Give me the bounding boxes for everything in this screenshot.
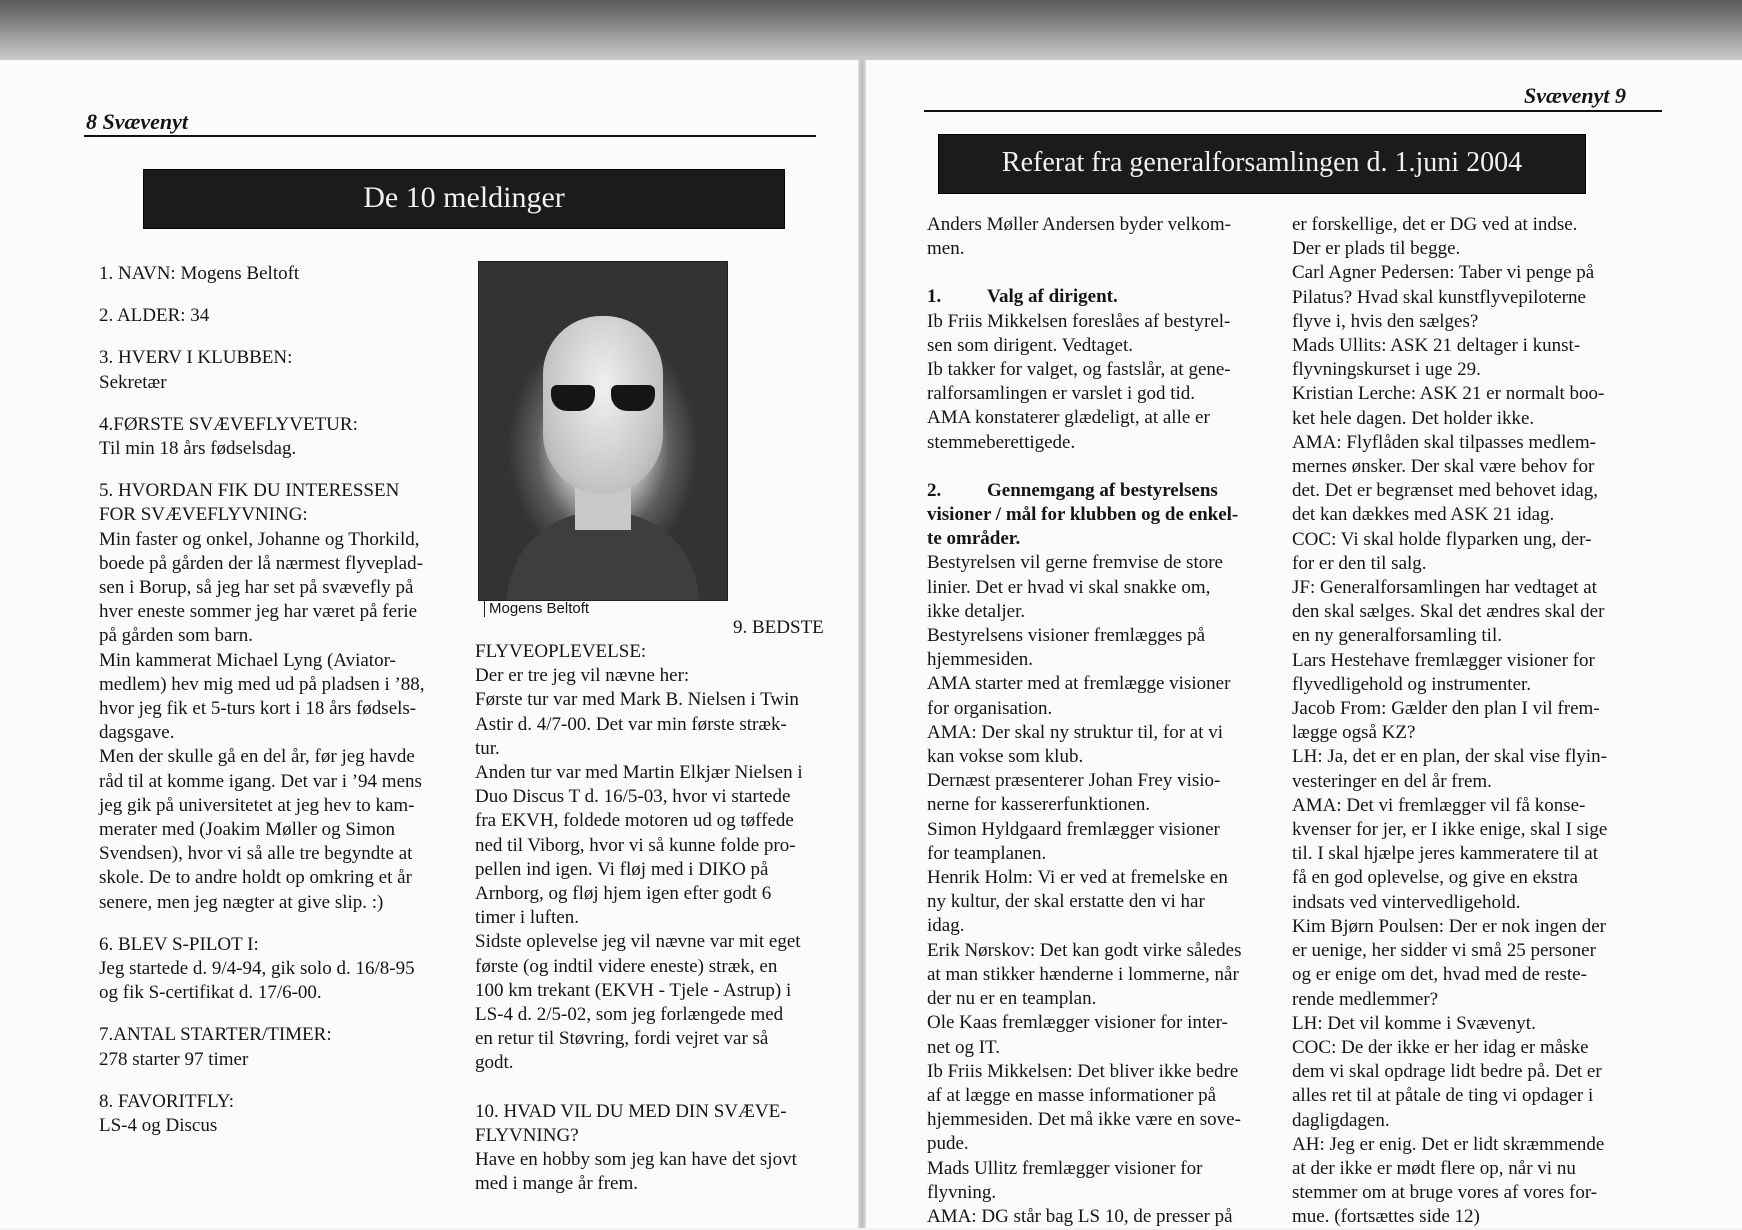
line-text: for teamplanen. xyxy=(927,842,1047,864)
text-line xyxy=(1292,431,1662,455)
text-line xyxy=(475,1027,845,1051)
text-line xyxy=(927,914,1279,938)
line-text: 100 km trekant (EKVH - Tjele - Astrup) i xyxy=(475,979,792,1001)
line-text: pellen ind igen. Vi fløj med i DIKO på xyxy=(475,858,769,880)
text-line xyxy=(1292,237,1662,261)
text-line xyxy=(927,818,1279,842)
text-line xyxy=(927,1132,1279,1156)
text-line xyxy=(1292,1133,1662,1157)
line-text: den skal sælges. Skal det ændres skal der xyxy=(1292,601,1605,623)
text-line xyxy=(927,793,1279,817)
line-text: 6. BLEV S-PILOT I: xyxy=(99,933,259,955)
text-line xyxy=(927,963,1279,987)
line-text: LH: Det vil komme i Svævenyt. xyxy=(1292,1012,1536,1034)
text-line xyxy=(1292,455,1662,479)
text-line xyxy=(99,1023,469,1047)
text-line xyxy=(927,406,1279,430)
line-text: Bestyrelsens visioner fremlægges på xyxy=(927,625,1206,647)
line-text: en retur til Støvring, fordi vejret var så xyxy=(475,1028,769,1050)
line-text: 5. HVORDAN FIK DU INTERESSEN xyxy=(99,480,400,502)
line-text: stemmeberettigede. xyxy=(927,431,1076,453)
text-line xyxy=(1292,503,1662,527)
text-line xyxy=(1292,552,1662,576)
text-line xyxy=(1292,1060,1662,1084)
line-text: at der ikke er mødt flere op, når vi nu xyxy=(1292,1157,1576,1179)
text-line xyxy=(475,1172,845,1196)
text-line xyxy=(99,262,469,286)
text-line xyxy=(475,640,845,664)
line-text: Astir d. 4/7-00. Det var min første stræk- xyxy=(475,713,787,735)
line-text: råd til at komme igang. Det var i ’94 mens xyxy=(99,770,422,792)
line-text: Jacob From: Gælder den plan I vil frem- xyxy=(1292,698,1600,720)
line-text: det. Det er begrænset med behovet idag, xyxy=(1292,480,1599,502)
text-line xyxy=(1292,988,1662,1012)
text-line xyxy=(475,1100,845,1124)
right-column-2 xyxy=(1292,213,1662,1230)
text-line xyxy=(927,890,1279,914)
text-line xyxy=(99,528,469,552)
line-text: for organisation. xyxy=(927,697,1053,719)
line-text: ikke detaljer. xyxy=(927,600,1026,622)
line-text: FOR SVÆVEFLYVNING: xyxy=(99,504,308,526)
text-line xyxy=(475,1051,845,1075)
text-line xyxy=(1292,673,1662,697)
text-line xyxy=(1292,842,1662,866)
line-text: ned til Viborg, hvor vi så kunne folde pro- xyxy=(475,834,796,856)
text-line xyxy=(1292,407,1662,431)
text-line xyxy=(927,1108,1279,1132)
line-text: godt. xyxy=(475,1052,514,1074)
line-text: Første tur var med Mark B. Nielsen i Twin xyxy=(475,689,799,711)
line-text: Have en hobby som jeg kan have det sjovt xyxy=(475,1149,797,1171)
left-header-rule xyxy=(84,135,816,137)
left-column-2 xyxy=(475,640,845,1196)
text-line xyxy=(1292,818,1662,842)
text-line xyxy=(99,304,469,328)
line-text: 8. FAVORITFLY: xyxy=(99,1090,235,1112)
line-text: hjemmesiden. Det må ikke være en sove- xyxy=(927,1109,1241,1131)
line-text: Sidste oplevelse jeg vil nævne var mit eget xyxy=(475,931,801,953)
line-text: 2. ALDER: 34 xyxy=(99,305,210,327)
text-line xyxy=(927,1060,1279,1084)
text-line xyxy=(99,981,469,1005)
line-text: Anders Møller Andersen byder velkom- xyxy=(927,214,1231,235)
text-line xyxy=(927,600,1279,624)
text-line xyxy=(475,809,845,833)
text-line xyxy=(1292,213,1662,237)
text-line xyxy=(927,358,1279,382)
text-line xyxy=(927,1084,1279,1108)
line-text: dagsgave. xyxy=(99,722,175,744)
right-column-1 xyxy=(927,213,1279,1229)
line-text: få en god oplevelse, og give en ekstra xyxy=(1292,867,1578,889)
line-text: Anden tur var med Martin Elkjær Nielsen i xyxy=(475,762,803,784)
line-text: Ib Friis Mikkelsen foreslåes af bestyrel- xyxy=(927,310,1231,332)
text-line xyxy=(927,1011,1279,1035)
line-text: LH: Ja, det er en plan, der skal vise flyin- xyxy=(1292,746,1607,768)
text-line xyxy=(927,769,1279,793)
text-line xyxy=(99,624,469,648)
line-text: ralforsamlingen er varslet i god tid. xyxy=(927,383,1196,405)
line-text: lægge også KZ? xyxy=(1292,722,1416,744)
line-text: der nu er en teamplan. xyxy=(927,988,1097,1010)
text-line xyxy=(475,930,845,954)
line-text: sen som dirigent. Vedtaget. xyxy=(927,334,1133,356)
text-line xyxy=(99,479,469,503)
line-text: nerne for kassererfunktionen. xyxy=(927,794,1151,816)
line-text: med i mange år frem. xyxy=(475,1173,639,1195)
text-line xyxy=(1292,963,1662,987)
line-text: Gennemgang af bestyrelsens xyxy=(987,479,1218,501)
line-text: Der er tre jeg vil nævne her: xyxy=(475,665,690,687)
text-line xyxy=(99,600,469,624)
line-text: fra EKVH, foldede motoren ud og tøffede xyxy=(475,810,794,832)
line-text: Der er plads til begge. xyxy=(1292,238,1461,260)
text-line xyxy=(99,891,469,915)
line-text: 278 starter 97 timer xyxy=(99,1048,249,1070)
text-line xyxy=(99,842,469,866)
line-text: på gården som barn. xyxy=(99,625,254,647)
line-text: Til min 18 års fødselsdag. xyxy=(99,438,297,460)
line-text: stemmer om at bruge vores af vores for- xyxy=(1292,1182,1598,1204)
line-text: JF: Generalforsamlingen har vedtaget at xyxy=(1292,577,1597,599)
line-text: AMA: Det vi fremlægger vil få konse- xyxy=(1292,794,1586,816)
text-line xyxy=(927,697,1279,721)
text-line xyxy=(99,745,469,769)
text-line xyxy=(927,334,1279,358)
text-line xyxy=(99,673,469,697)
line-text: en ny generalforsamling til. xyxy=(1292,625,1502,647)
line-text: Men der skulle gå en del år, før jeg havde xyxy=(99,746,415,768)
text-line xyxy=(927,842,1279,866)
line-text: Jeg startede d. 9/4-94, gik solo d. 16/8-95 xyxy=(99,958,415,980)
line-text: pude. xyxy=(927,1133,969,1155)
scanner-shadow xyxy=(0,0,1742,66)
line-text: AMA: DG står bag LS 10, de presser på xyxy=(927,1205,1233,1227)
line-text: Erik Nørskov: Det kan godt virke således xyxy=(927,939,1242,961)
text-line xyxy=(927,237,1279,261)
section-number: 1. xyxy=(927,286,942,308)
text-line xyxy=(927,866,1279,890)
text-line xyxy=(1292,286,1662,310)
text-line xyxy=(927,987,1279,1011)
left-page-header: 8 Svævenyt xyxy=(86,109,189,134)
text-line xyxy=(475,834,845,858)
line-text: Mads Ullits: ASK 21 deltager i kunst- xyxy=(1292,335,1581,357)
line-text: vesteringer en del år frem. xyxy=(1292,770,1492,792)
text-line xyxy=(1292,479,1662,503)
text-line xyxy=(1292,528,1662,552)
text-line xyxy=(927,1036,1279,1060)
text-line xyxy=(99,576,469,600)
text-line xyxy=(1292,358,1662,382)
text-line xyxy=(927,285,1279,309)
line-text: 10. HVAD VIL DU MED DIN SVÆVE- xyxy=(475,1100,787,1122)
text-line xyxy=(1292,334,1662,358)
text-line xyxy=(475,979,845,1003)
line-text: kvenser for jer, er I ikke enige, skal I sige xyxy=(1292,819,1608,841)
text-line xyxy=(927,721,1279,745)
line-text: te områder. xyxy=(927,528,1021,550)
line-text: senere, men jeg nægter at give slip. :) xyxy=(99,891,384,913)
line-text: hver eneste sommer jeg har været på ferie xyxy=(99,601,418,623)
text-line xyxy=(475,688,845,712)
line-text: indsats ved vintervedligehold. xyxy=(1292,891,1521,913)
text-line xyxy=(1292,576,1662,600)
text-line xyxy=(1292,1012,1662,1036)
left-column-1 xyxy=(99,262,469,1138)
text-line xyxy=(1292,600,1662,624)
right-header-rule xyxy=(924,110,1662,112)
text-line xyxy=(1292,1084,1662,1108)
text-line xyxy=(1292,770,1662,794)
text-line xyxy=(927,648,1279,672)
line-text: AH: Jeg er enig. Det er lidt skræmmende xyxy=(1292,1133,1605,1155)
line-text: AMA: Der skal ny struktur til, for at vi xyxy=(927,721,1224,743)
section-number: 2. xyxy=(927,479,942,501)
line-text: flyve i, hvis den sælges? xyxy=(1292,310,1479,332)
text-line xyxy=(1292,721,1662,745)
text-line xyxy=(99,649,469,673)
text-line xyxy=(99,1114,469,1138)
line-text: er uenige, her sidder vi små 25 personer xyxy=(1292,940,1596,962)
text-line xyxy=(1292,1205,1662,1229)
line-text: medlem) hev mig med ud på pladsen i ’88, xyxy=(99,673,425,695)
line-text: AMA konstaterer glædeligt, at alle er xyxy=(927,407,1210,429)
line-text: Kim Bjørn Poulsen: Der er nok ingen der xyxy=(1292,915,1606,937)
text-line xyxy=(1292,1036,1662,1060)
line-text: LS-4 og Discus xyxy=(99,1115,218,1137)
line-text: dagligdagen. xyxy=(1292,1109,1390,1131)
line-text: mernes ønsker. Der skal være behov for xyxy=(1292,456,1595,478)
line-text: Mads Ullitz fremlægger visioner for xyxy=(927,1157,1203,1179)
text-line xyxy=(927,1181,1279,1205)
text-line xyxy=(99,697,469,721)
text-line xyxy=(1292,649,1662,673)
text-line xyxy=(475,761,845,785)
text-line xyxy=(1292,697,1662,721)
line-text: 4.FØRSTE SVÆVEFLYVETUR: xyxy=(99,413,358,435)
text-line xyxy=(475,906,845,930)
line-text: visioner / mål for klubben og de enkel- xyxy=(927,504,1239,526)
right-banner-title: Referat fra generalforsamlingen d. 1.juni 2004 xyxy=(938,134,1586,194)
line-text: 3. HVERV I KLUBBEN: xyxy=(99,347,293,369)
text-line xyxy=(475,737,845,761)
line-text: Arnborg, og fløj hjem igen efter godt 6 xyxy=(475,883,772,905)
text-line xyxy=(99,371,469,395)
line-text: Svendsen), hvor vi så alle tre begyndte at xyxy=(99,843,413,865)
line-text: ny kultur, der skal erstatte den vi har xyxy=(927,891,1205,913)
text-line xyxy=(99,933,469,957)
text-line xyxy=(927,939,1279,963)
text-line xyxy=(927,672,1279,696)
text-line xyxy=(927,382,1279,406)
text-line xyxy=(927,479,1279,503)
text-line xyxy=(927,576,1279,600)
line-text: alles ret til at påtale de ting vi opdager i xyxy=(1292,1085,1594,1107)
line-text: Valg af dirigent. xyxy=(987,286,1118,308)
text-line xyxy=(927,551,1279,575)
line-text: og er enige om det, hvad med de reste- xyxy=(1292,964,1587,986)
text-line xyxy=(475,882,845,906)
line-text: at man stikker hænderne i lommerne, når xyxy=(927,963,1239,985)
page-spine xyxy=(858,60,866,1228)
line-text: og fik S-certifikat d. 17/6-00. xyxy=(99,982,322,1004)
text-line xyxy=(1292,1181,1662,1205)
text-line xyxy=(99,721,469,745)
line-text: flyvningskurset i uge 29. xyxy=(1292,359,1481,381)
line-text: flyvedligehold og instrumenter. xyxy=(1292,673,1532,695)
text-line xyxy=(475,664,845,688)
text-line xyxy=(475,1148,845,1172)
text-line xyxy=(1292,915,1662,939)
text-line xyxy=(99,794,469,818)
text-line xyxy=(475,955,845,979)
left-col2-heading: 9. BEDSTE xyxy=(733,617,824,638)
line-text: flyvning. xyxy=(927,1181,997,1203)
line-text: Dernæst præsenterer Johan Frey visio- xyxy=(927,770,1221,792)
line-text: 7.ANTAL STARTER/TIMER: xyxy=(99,1024,332,1046)
line-text: boede på gården der lå nærmest flyveplad- xyxy=(99,552,423,574)
line-text: Pilatus? Hvad skal kunstflyvepiloterne xyxy=(1292,286,1586,308)
line-text: Min faster og onkel, Johanne og Thorkild, xyxy=(99,528,420,550)
text-line xyxy=(475,858,845,882)
text-line xyxy=(475,785,845,809)
text-line xyxy=(99,1090,469,1114)
line-text: hvor jeg fik et 5-turs kort i 18 års fødsels- xyxy=(99,698,417,720)
text-line xyxy=(1292,891,1662,915)
line-text: hjemmesiden. xyxy=(927,649,1034,671)
text-line xyxy=(1292,939,1662,963)
text-line xyxy=(927,624,1279,648)
text-line xyxy=(1292,261,1662,285)
line-text: timer i luften. xyxy=(475,907,579,929)
line-text: net og IT. xyxy=(927,1036,1000,1058)
line-text: FLYVNING? xyxy=(475,1124,579,1146)
line-text: Min kammerat Michael Lyng (Aviator- xyxy=(99,649,396,671)
line-text: Bestyrelsen vil gerne fremvise de store xyxy=(927,552,1223,574)
line-text: Henrik Holm: Vi er ved at fremelske en xyxy=(927,867,1228,889)
text-line xyxy=(99,552,469,576)
line-text: Kristian Lerche: ASK 21 er normalt boo- xyxy=(1292,383,1605,405)
text-line xyxy=(475,713,845,737)
text-line xyxy=(1292,1157,1662,1181)
text-line xyxy=(927,213,1279,237)
line-text: er forskellige, det er DG ved at indse. xyxy=(1292,214,1578,235)
text-line xyxy=(927,527,1279,551)
text-line xyxy=(927,503,1279,527)
line-text: det kan dækkes med ASK 21 idag. xyxy=(1292,504,1555,526)
line-text: Ib Friis Mikkelsen: Det bliver ikke bedre xyxy=(927,1060,1239,1082)
text-line xyxy=(99,770,469,794)
text-line xyxy=(1292,310,1662,334)
text-line xyxy=(927,745,1279,769)
right-page-header: Svævenyt 9 xyxy=(1524,83,1627,108)
line-text: Carl Agner Pedersen: Taber vi penge på xyxy=(1292,262,1595,284)
text-line xyxy=(99,413,469,437)
line-text: dem vi skal opdrage lidt bedre på. Det er xyxy=(1292,1061,1602,1083)
line-text: FLYVEOPLEVELSE: xyxy=(475,641,647,662)
text-line xyxy=(927,310,1279,334)
text-line xyxy=(927,1205,1279,1229)
line-text: COC: Vi skal holde flyparken ung, der- xyxy=(1292,528,1592,550)
line-text: idag. xyxy=(927,915,965,937)
text-line xyxy=(99,957,469,981)
line-text: første (og indtil videre eneste) stræk, en xyxy=(475,955,778,977)
line-text: Sekretær xyxy=(99,371,167,393)
text-line xyxy=(1292,624,1662,648)
line-text: Lars Hestehave fremlægger visioner for xyxy=(1292,649,1595,671)
line-text: LS-4 d. 2/5-02, som jeg forlængede med xyxy=(475,1004,784,1026)
text-line xyxy=(475,1003,845,1027)
line-text: Simon Hyldgaard fremlægger visioner xyxy=(927,818,1220,840)
text-line xyxy=(1292,382,1662,406)
text-line xyxy=(99,503,469,527)
text-line xyxy=(99,818,469,842)
line-text: AMA: Flyflåden skal tilpasses medlem- xyxy=(1292,431,1596,453)
text-line xyxy=(1292,866,1662,890)
line-text: Ole Kaas fremlægger visioner for inter- xyxy=(927,1012,1228,1034)
line-text: af at lægge en masse informationer på xyxy=(927,1084,1217,1106)
line-text: linier. Det er hvad vi skal snakke om, xyxy=(927,576,1211,598)
text-line xyxy=(475,1124,845,1148)
line-text: AMA starter med at fremlægge visioner xyxy=(927,673,1231,695)
line-text: tur. xyxy=(475,737,500,759)
left-banner-title: De 10 meldinger xyxy=(143,169,785,229)
text-line xyxy=(99,1048,469,1072)
line-text: rende medlemmer? xyxy=(1292,988,1439,1010)
line-text: merater med (Joakim Møller og Simon xyxy=(99,819,396,841)
line-text: ket hele dagen. Det holder ikke. xyxy=(1292,407,1535,429)
line-text: Ib takker for valget, og fastslår, at gene- xyxy=(927,359,1231,381)
text-line xyxy=(927,431,1279,455)
text-line xyxy=(1292,1109,1662,1133)
text-line xyxy=(99,866,469,890)
portrait-photo xyxy=(478,261,728,601)
text-line xyxy=(927,1157,1279,1181)
photo-caption: Mogens Beltoft xyxy=(484,600,589,617)
line-text: kan vokse som klub. xyxy=(927,746,1084,768)
line-text: COC: De der ikke er her idag er måske xyxy=(1292,1036,1589,1058)
text-line xyxy=(1292,745,1662,769)
line-text: skole. De to andre holdt op omkring et år xyxy=(99,867,412,889)
line-text: mue. (fortsættes side 12) xyxy=(1292,1206,1480,1228)
text-line xyxy=(99,346,469,370)
text-line xyxy=(1292,794,1662,818)
line-text: men. xyxy=(927,238,965,260)
line-text: til. I skal hjælpe jeres kammeratere til at xyxy=(1292,843,1599,865)
text-line xyxy=(99,437,469,461)
line-text: jeg gik på universitetet at jeg hev to kam- xyxy=(99,794,415,816)
line-text: for er den til salg. xyxy=(1292,552,1427,574)
line-text: Duo Discus T d. 16/5-03, hvor vi startede xyxy=(475,786,791,808)
line-text: sen i Borup, så jeg har set på svævefly på xyxy=(99,577,414,599)
line-text: 1. NAVN: Mogens Beltoft xyxy=(99,263,300,284)
